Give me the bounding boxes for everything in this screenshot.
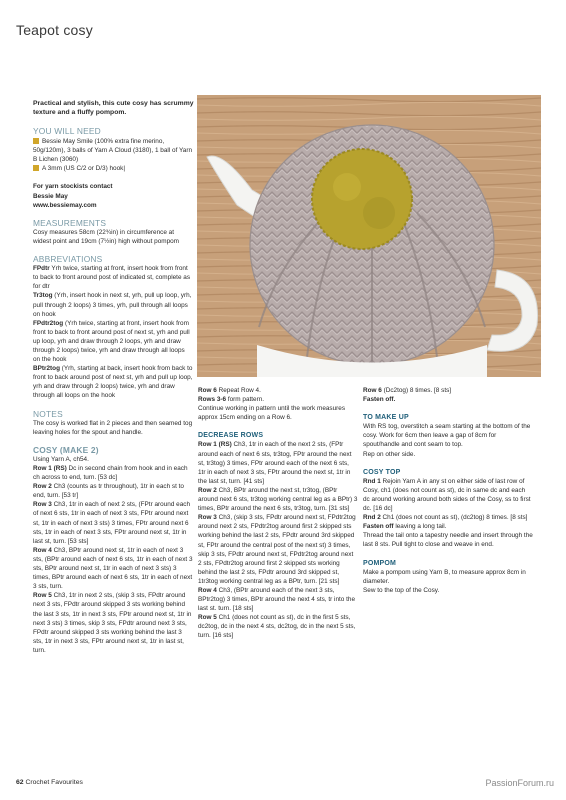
abbreviation-term: Tr3tog <box>33 292 53 300</box>
pattern-row <box>363 513 533 522</box>
pattern-row <box>363 395 533 404</box>
you-will-need-item-text: A 3mm (US C/2 or D/3) hook| <box>42 165 125 173</box>
make-up-text: With RS tog, overstitch a seam starting at the bottom of the cosy. Work for 6cm then leave a gap of 8cm for spout/handle and cont seam to top. <box>363 423 531 449</box>
you-will-need-heading: YOU WILL NEED <box>33 126 101 136</box>
row-text: Ch3, 1tr in next 2 sts, (skip 3 sts, FPdtr around next 3 sts, FPdtr around skipped 3 sts working behind the last 3 sts, 1tr in next 3 sts, FPtr around next st, 1tr in next 3 sts) 3 times, skip 3 sts, FPdtr around next 3 sts, FPdtr around skipped 3 sts working behind the last 3 sts, 1tr in next 3 sts, FPtr around next st, 1tr in last st, turn. <box>33 592 192 654</box>
abbreviation-def: (Yrh, insert hook in next st, yrh, pull up loop, yrh, pull through 2 loops) 3 times, yrh, pull through all loops on hook <box>33 292 192 318</box>
yarn-swatch-icon <box>33 138 39 144</box>
row-text: Ch1 (does not count as st), dc in the first 5 sts, dc2tog, dc in the next 4 sts, dc2tog, dc in the next 5 sts, turn. [16 sts] <box>198 614 356 640</box>
teapot-cosy-illustration <box>197 95 541 377</box>
you-will-need-item <box>33 164 193 173</box>
left-column <box>33 127 193 655</box>
right-column <box>363 386 533 595</box>
pattern-row <box>363 522 533 531</box>
row-label: Row 1 (RS) <box>33 465 67 472</box>
row-text: Ch3 (counts as tr throughout), 1tr in each st to end, turn. [53 tr] <box>33 483 184 500</box>
stockists-line: For yarn stockists contact <box>33 183 113 191</box>
abbreviation-term: BPtr2tog <box>33 365 60 373</box>
abbreviation-item <box>33 291 193 318</box>
abbreviations-heading: ABBREVIATIONS <box>33 254 103 265</box>
cosy-using: Using Yarn A, ch54. <box>33 455 89 463</box>
measurements-text: Cosy measures 58cm (22¾in) in circumference at widest point and 19cm (7½in) high without pompom <box>33 228 179 245</box>
you-will-need-item <box>33 137 193 164</box>
row-label: Row 1 (RS) <box>198 441 232 449</box>
row-text: Ch3, 1tr in each of the next 2 sts, (FPtr around each of next 6 sts, tr3tog, FPtr around the next st, tr3tog) 3 times, FPtr around each of the next 6 sts, 1tr in each of next 3 sts, FPtr around the next st, 1tr in the last st, turn. [41 sts] <box>198 441 352 485</box>
pompom-text: Make a pompom using Yarn B, to measure approx 8cm in diameter. <box>363 568 526 585</box>
cosy-top-heading: COSY TOP <box>363 468 401 476</box>
pompom-heading: POMPOM <box>363 559 397 567</box>
stockists-name: Bessie May <box>33 192 68 200</box>
row-label: Row 6 <box>198 387 217 394</box>
row-label: Fasten off. <box>363 396 396 404</box>
abbreviation-term: FPdtr <box>33 265 50 273</box>
row-text: leaving a long tail. <box>393 523 447 531</box>
page-title: Teapot cosy <box>16 22 93 38</box>
notes-text: The cosy is worked flat in 2 pieces and then seamed tog leaving holes for the spout and handle. <box>33 419 193 436</box>
measurements-heading: MEASUREMENTS <box>33 217 107 228</box>
cosy-heading: COSY (MAKE 2) <box>33 444 99 455</box>
row-text: Ch3, (skip 3 sts, FPdtr around next st, FPdtr2tog around next 2 sts, FPdtr2tog around first 2 skipped sts working behind the last 2 sts, FPdtr around 3rd skipped st, FPtr around the central post of the next st) 3 times, skip 3 sts, FPdtr around next st, FPdtr2tog around next 2 sts, FPdtr2tog around first 2 skipped sts working behind the last 2 sts, FPdtr around 3rd skipped st, 1tr3tog working central leg as a BPtr, turn. [21 sts] <box>198 514 356 585</box>
row-label: Row 4 <box>198 586 217 594</box>
pattern-row <box>363 386 533 395</box>
row-label: Rnd 1 <box>363 477 381 485</box>
row-text: Ch3, 1tr in each of next 2 sts, (FPtr around each of next 6 sts, 1tr in each of next 3 sts, FPtr around next st, 1tr in each of next 3 sts) 3 times, FPtr around next 6 sts, 1tr in each of next 3 sts, FPtr around next st, 1tr in last st, turn. [53 sts] <box>33 501 191 545</box>
you-will-need-item-text: Bessie May Smile (100% extra fine merino, 50g/120m), 3 balls of Yarn A Cloud (3180), 1 ball of Yarn B Lichen (3060) <box>33 138 193 164</box>
row-label: Fasten off <box>363 523 394 531</box>
intro-text: Practical and stylish, this cute cosy has scrummy texture and a fluffy pompom. <box>33 100 194 117</box>
row-label: Row 3 <box>198 514 217 522</box>
page-number: 62 <box>16 779 24 786</box>
cosy-top-text: Thread the tail onto a tapestry needle and insert through the last 8 sts. Pull tight to close and weave in end. <box>363 532 533 549</box>
row-label: Rnd 2 <box>363 514 381 522</box>
row-text: Repeat Row 4. <box>216 387 261 394</box>
make-up-heading: TO MAKE UP <box>363 414 409 422</box>
pattern-row <box>198 404 358 422</box>
stockists-url: www.bessiemay.com <box>33 201 97 209</box>
pattern-row <box>198 513 358 586</box>
pattern-row <box>198 486 358 513</box>
row-label: Row 5 <box>198 614 217 622</box>
row-text: Rejoin Yarn A in any st on either side of last row of Cosy, ch1 (does not count as st), dc in same dc and each dc around working around both sides of the Cosy, ss to first dc. [16 dc] <box>363 477 531 513</box>
hook-swatch-icon <box>33 165 39 171</box>
row-label: Row 4 <box>33 546 52 554</box>
pattern-row <box>33 546 193 591</box>
decrease-heading: DECREASE ROWS <box>198 432 264 440</box>
row-text: Ch3, (BPtr around each of the next 3 sts, BPtr2tog) 3 times, BPtr around the next 4 sts, tr into the last st. turn. [18 sts] <box>198 586 356 613</box>
page-footer <box>16 779 83 786</box>
pattern-row <box>33 464 193 482</box>
notes-heading: NOTES <box>33 408 63 419</box>
pompom-text: Sew to the top of the Cosy. <box>363 586 440 594</box>
row-label: Row 5 <box>33 592 52 600</box>
row-text: Continue working in pattern until the work measures approx 15cm ending on a Row 6. <box>198 405 346 422</box>
abbreviation-def: (Yrh, starting at back, insert hook from back to front to back around post of next st, yrh and pull up loop, yrh and draw through 2 loops) twice, yrh and draw through all loops on the hook <box>33 365 193 400</box>
pattern-row <box>198 386 358 395</box>
row-label: Row 3 <box>33 501 52 509</box>
pattern-row <box>198 395 358 404</box>
abbreviation-term: FPdtr2tog <box>33 319 64 327</box>
row-label: Row 6 <box>363 387 382 394</box>
row-text: form pattern. <box>226 396 265 404</box>
pattern-row <box>198 613 358 640</box>
abbreviation-item <box>33 364 193 400</box>
abbreviation-def: (Yrh twice, starting at front, insert hook from front to back to front around post of next st, yrh and pull up loop, yrh and draw through 2 loops, yrh and draw through 2 loops) twice, yrh and draw through all loops on the hook <box>33 319 190 364</box>
row-text: Ch1 (does not count as st), (dc2tog) 8 times. [8 sts] <box>380 514 528 522</box>
row-label: Row 2 <box>198 486 217 494</box>
row-text: Ch3, BPtr around the next st, tr3tog, (BPtr around next 6 sts, tr3tog working central leg as a BPtr) 3 times, BPtr around the next 6 sts, tr3tog, turn. [31 sts] <box>198 486 358 513</box>
teapot-cosy-photo <box>197 95 541 377</box>
pattern-row <box>33 500 193 545</box>
pattern-row <box>33 482 193 500</box>
watermark-credit: PassionForum.ru <box>485 778 554 788</box>
row-text: Dc in second chain from hook and in each ch across to end, turn. [53 dc] <box>33 465 188 482</box>
row-text: Ch3, BPtr around next st, 1tr in each of next 3 sts, (BPtr around each of next 6 sts, 1tr in each of next 3 sts, BPtr around next st, 1tr in each of next 3 sts) 3 times, BPtr around each of next 6 sts, 1tr in each of next 3 sts, turn. <box>33 546 193 591</box>
magazine-name: Crochet Favourites <box>25 779 83 786</box>
pattern-row <box>363 477 533 513</box>
pattern-row <box>198 586 358 613</box>
abbreviation-item <box>33 319 193 364</box>
make-up-text: Rep on other side. <box>363 450 416 458</box>
row-label: Row 2 <box>33 483 52 491</box>
row-label: Rows 3-6 <box>198 396 227 404</box>
row-text: (Dc2tog) 8 times. [8 sts] <box>381 387 452 394</box>
abbreviation-item <box>33 264 193 291</box>
pattern-row <box>33 591 193 655</box>
abbreviation-def: Yrh twice, starting at front, insert hook from front to back to front around post of indicated st, complete as for dtr <box>33 265 191 291</box>
middle-column <box>198 386 358 641</box>
pattern-row <box>198 440 358 485</box>
